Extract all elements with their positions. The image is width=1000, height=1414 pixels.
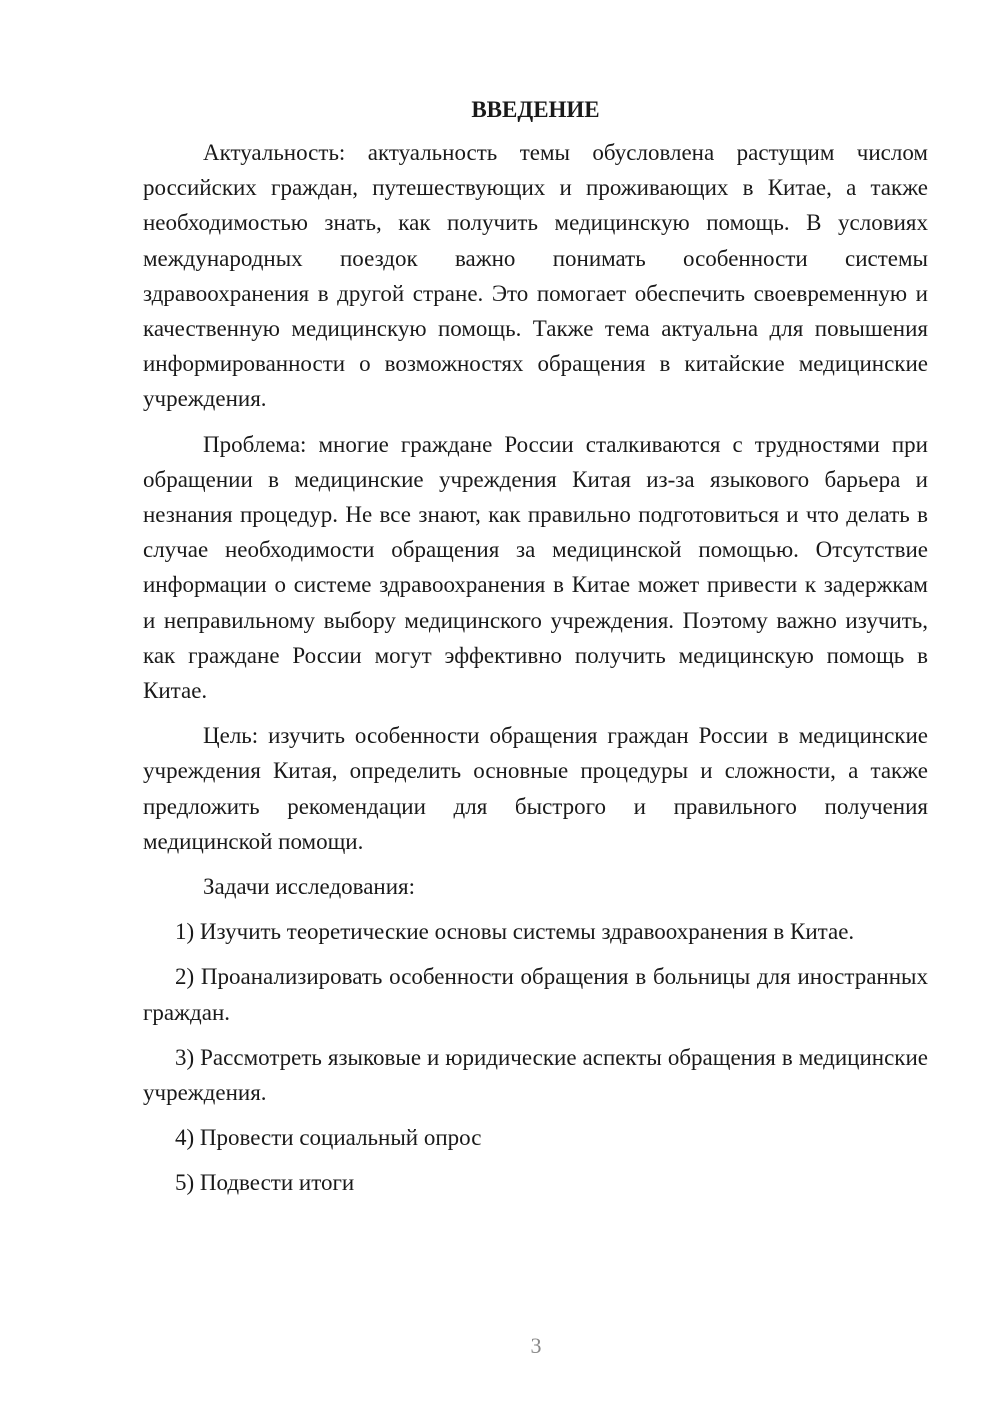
page-number: 3 (530, 1333, 542, 1358)
task-item: 4) Провести социальный опрос (175, 1125, 482, 1151)
task-item: 5) Подвести итоги (175, 1170, 355, 1196)
paragraph-relevance: Актуальность: актуальность темы обусловлена растущим числом российских граждан, путешествующих и проживающих в Китае, а также необходимостью знать, как получить медицинскую помощь. В условиях международных поездок важно понимать особенности системы здравоохранения в другой стране. Это помогает обеспечить своевременную и качественную медицинскую помощь. Также тема актуальна для повышения информированности о возможностях обращения в китайские медицинские учреждения. (143, 140, 928, 412)
section-heading: ВВЕДЕНИЕ (471, 97, 600, 122)
task-item: 1) Изучить теоретические основы системы здравоохранения в Китае. (175, 919, 855, 945)
task-item: 2) Проанализировать особенности обращения в больницы для иностранных граждан. (143, 964, 928, 1025)
paragraph-problem: Проблема: многие граждане России сталкиваются с трудностями при обращении в медицинские учреждения Китая из-за языкового барьера и незнания процедур. Не все знают, как правильно подготовиться и что делать в случае необходимости обращения за медицинской помощью. Отсутствие информации о системе здравоохранения в Китае может привести к задержкам и неправильному выбору медицинского учреждения. Поэтому важно изучить, как граждане России могут эффективно получить медицинскую помощь в Китае. (143, 431, 928, 704)
task-item: 3) Рассмотреть языковые и юридические аспекты обращения в медицинские учреждения. (143, 1044, 928, 1106)
paragraph-goal: Цель: изучить особенности обращения граждан России в медицинские учреждения Китая, определить основные процедуры и сложности, а также предложить рекомендации для быстрого и правильного получения медицинской помощи. (143, 723, 928, 854)
document-body (143, 95, 928, 1211)
tasks-intro: Задачи исследования: (203, 874, 416, 900)
